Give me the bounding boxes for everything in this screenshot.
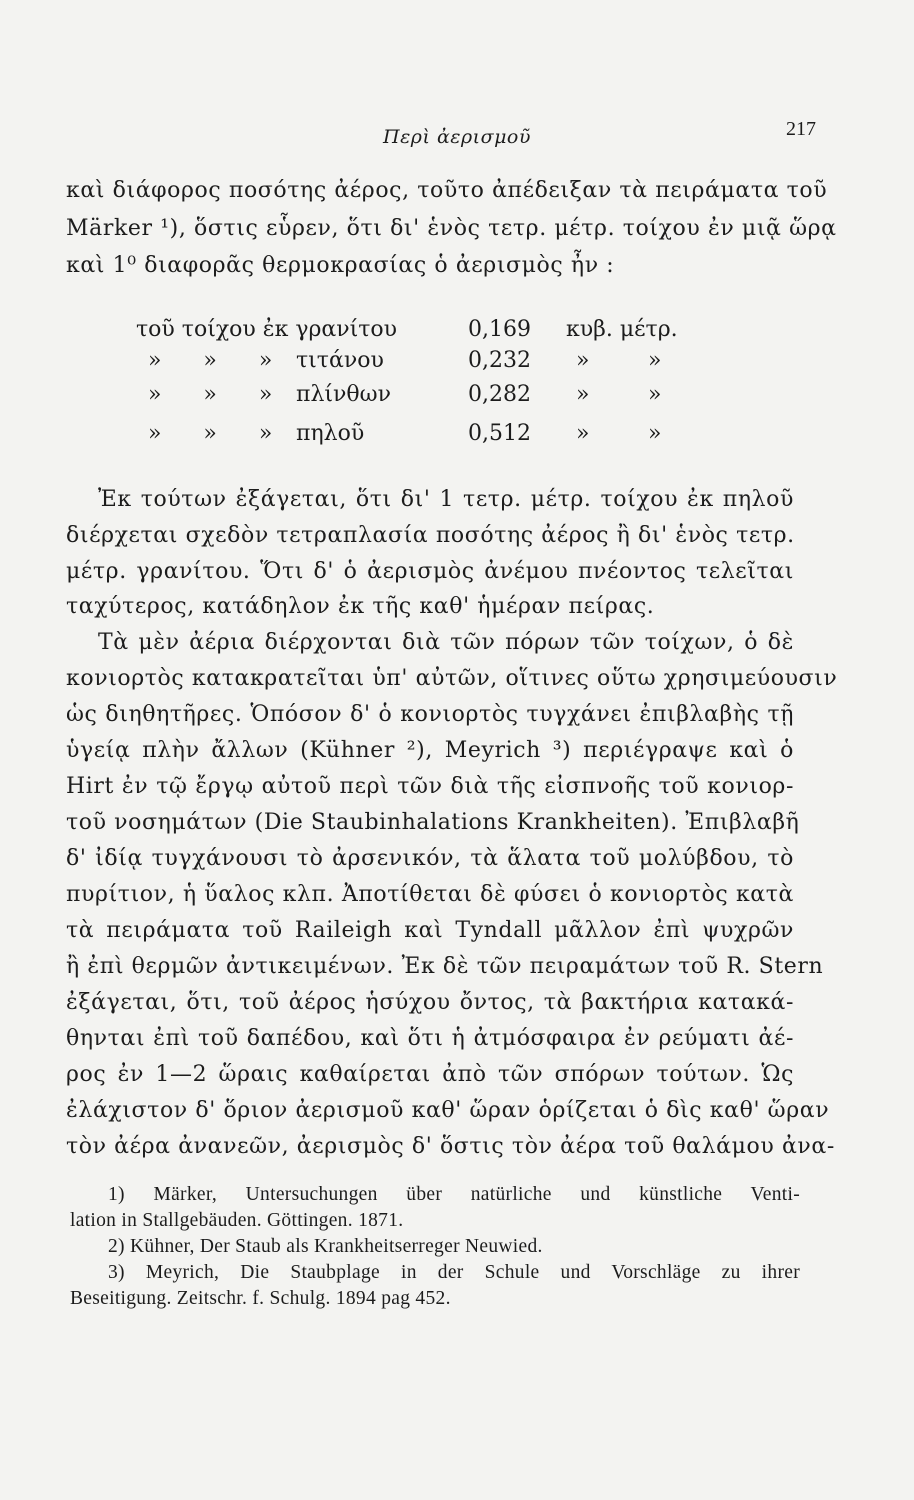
footnote-line: lation in Stallgebäuden. Göttingen. 1871.	[70, 1210, 404, 1231]
footnote-line: 3) Meyrich, Die Staubplage in der Schule und Vorschläge zu ihrer	[108, 1262, 800, 1283]
value-cell: 0,282	[468, 382, 531, 407]
text-line: ἢ ἐπὶ θερμῶν ἀντικειμένων. Ἐκ δὲ τῶν πειραμάτων τοῦ R. Stern	[66, 954, 824, 979]
page-number: 217	[786, 118, 816, 140]
unit-ditto: »	[648, 421, 662, 446]
ditto-marks: » » »	[148, 382, 273, 407]
unit-ditto: »	[576, 421, 590, 446]
unit-ditto: »	[648, 348, 662, 373]
text-line: κονιορτὸς κατακρατεῖται ὑπ' αὐτῶν, οἵτινες οὕτω χρησιμεύουσιν	[66, 666, 838, 691]
unit-ditto: »	[576, 382, 590, 407]
ditto-marks: » » »	[148, 348, 273, 373]
material-label: τιτάνου	[296, 348, 384, 373]
ditto-marks: » » »	[148, 421, 273, 446]
text-line: Hirt ἐν τῷ ἔργῳ αὐτοῦ περὶ τῶν διὰ τῆς εἰσπνοῆς τοῦ κονιορ-	[66, 774, 794, 799]
text-line: ὡς διηθητῆρες. Ὁπόσον δ' ὁ κονιορτὸς τυγχάνει ἐπιβλαβὴς τῇ	[66, 702, 794, 727]
value-cell: 0,512	[468, 421, 531, 446]
unit-cell: κυβ. μέτρ.	[566, 317, 678, 342]
text-line: ρος ἐν 1—2 ὥραις καθαίρεται ἀπὸ τῶν σπόρων τούτων. Ὡς	[66, 1062, 794, 1087]
material-label: τοῦ τοίχου ἐκ γρανίτου	[136, 317, 398, 342]
text-line: ἐξάγεται, ὅτι, τοῦ ἀέρος ἡσύχου ὄντος, τὰ βακτήρια κατακά-	[66, 990, 794, 1015]
text-line: Τὰ μὲν ἀέρια διέρχονται διὰ τῶν πόρων τῶν τοίχων, ὁ δὲ	[98, 630, 794, 655]
running-header-title: Περὶ ἀερισμοῦ	[383, 126, 531, 148]
text-line: διέρχεται σχεδὸν τετραπλασία ποσότης ἀέρος ἢ δι' ἑνὸς τετρ.	[66, 523, 795, 548]
text-line: ὑγείᾳ πλὴν ἄλλων (Kühner ²), Meyrich ³) περιέγραψε καὶ ὁ	[66, 738, 794, 763]
unit-ditto: »	[648, 382, 662, 407]
value-cell: 0,232	[468, 348, 531, 373]
footnote-line: Beseitigung. Zeitschr. f. Schulg. 1894 pag 452.	[70, 1288, 451, 1309]
text-line: τὰ πειράματα τοῦ Raileigh καὶ Tyndall μᾶλλον ἐπὶ ψυχρῶν	[66, 918, 794, 943]
material-label: πηλοῦ	[296, 421, 365, 446]
text-line: ἐλάχιστον δ' ὅριον ἀερισμοῦ καθ' ὥραν ὁρίζεται ὁ δὶς καθ' ὥραν	[66, 1098, 830, 1123]
text-line: ταχύτερος, κατάδηλον ἐκ τῆς καθ' ἡμέραν πείρας.	[66, 594, 655, 619]
material-label: πλίνθων	[296, 382, 391, 407]
text-line: πυρίτιον, ἡ ὕαλος κλπ. Ἀποτίθεται δὲ φύσει ὁ κονιορτὸς κατὰ	[66, 882, 794, 907]
value-cell: 0,169	[468, 317, 531, 342]
text-line: θηνται ἐπὶ τοῦ δαπέδου, καὶ ὅτι ἡ ἀτμόσφαιρα ἐν ρεύματι ἀέ-	[66, 1026, 794, 1051]
text-line: Märker ¹), ὅστις εὗρεν, ὅτι δι' ἑνὸς τετρ. μέτρ. τοίχου ἐν μιᾷ ὥρᾳ	[66, 216, 837, 241]
text-line: μέτρ. γρανίτου. Ὅτι δ' ὁ ἀερισμὸς ἀνέμου πνέοντος τελεῖται	[66, 559, 794, 584]
text-line: καὶ διάφορος ποσότης ἀέρος, τοῦτο ἀπέδειξαν τὰ πειράματα τοῦ	[66, 178, 828, 203]
text-line: τοῦ νοσημάτων (Die Staubinhalations Krankheiten). Ἐπιβλαβῆ	[66, 810, 800, 835]
text-line: δ' ἰδίᾳ τυγχάνουσι τὸ ἀρσενικόν, τὰ ἅλατα τοῦ μολύβδου, τὸ	[66, 846, 794, 871]
footnote-line: 1) Märker, Untersuchungen über natürliche und künstliche Venti-	[108, 1184, 800, 1205]
footnote-line: 2) Kühner, Der Staub als Krankheitserreger Neuwied.	[108, 1236, 543, 1257]
text-line: καὶ 1⁰ διαφορᾶς θερμοκρασίας ὁ ἀερισμὸς ἦν :	[66, 253, 615, 278]
text-line: τὸν ἀέρα ἀνανεῶν, ἀερισμὸς δ' ὅστις τὸν ἀέρα τοῦ θαλάμου ἀνα-	[66, 1134, 835, 1159]
text-line: Ἐκ τούτων ἐξάγεται, ὅτι δι' 1 τετρ. μέτρ. τοίχου ἐκ πηλοῦ	[98, 487, 794, 512]
unit-ditto: »	[576, 348, 590, 373]
